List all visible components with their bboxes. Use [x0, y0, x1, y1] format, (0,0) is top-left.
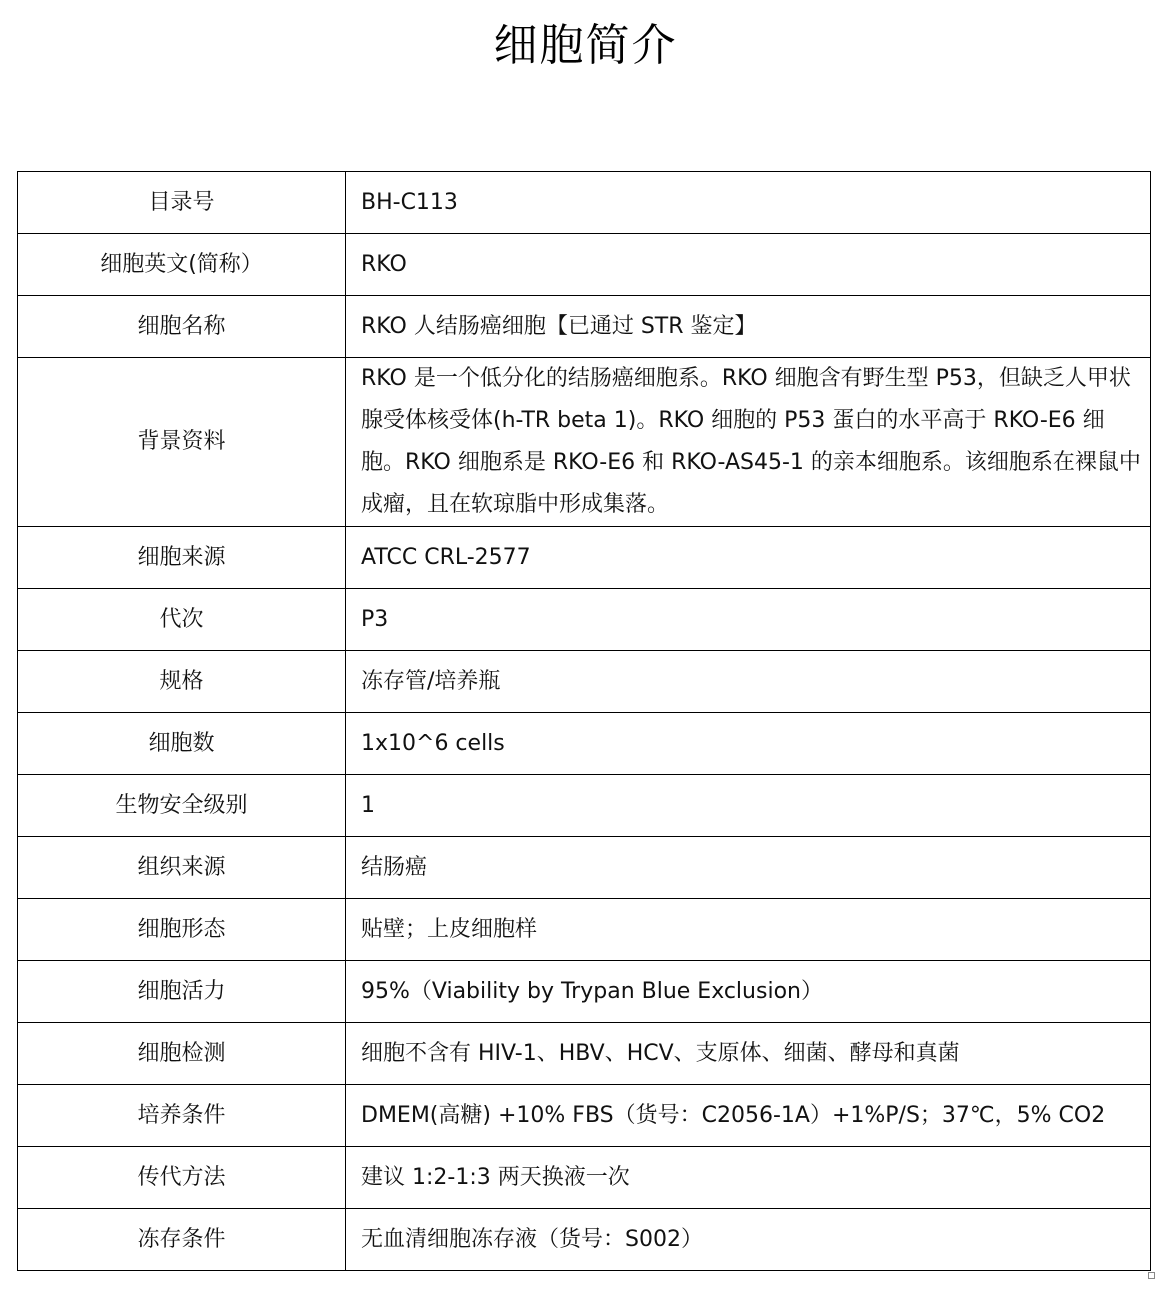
row-viability: [18, 961, 1151, 1023]
value-english-abbreviation: RKO: [346, 234, 1151, 296]
value-background: RKO 是一个低分化的结肠癌细胞系。RKO 细胞含有野生型 P53，但缺乏人甲状腺受体核受体(h-TR beta 1)。RKO 细胞的 P53 蛋白的水平高于 RKO-E6 细胞。RKO 细胞系是 RKO-E6 和 RKO-AS45-1 的亲本细胞系。该细胞系在裸鼠中成瘤，且在软琼脂中形成集落。: [346, 358, 1151, 527]
label-cell-testing: 细胞检测: [18, 1023, 346, 1085]
cell-info-table: [17, 171, 1151, 1271]
label-specification: 规格: [18, 651, 346, 713]
row-morphology: [18, 899, 1151, 961]
value-passage: P3: [346, 589, 1151, 651]
value-biosafety-level: 1: [346, 775, 1151, 837]
label-culture-conditions: 培养条件: [18, 1085, 346, 1147]
label-passage-method: 传代方法: [18, 1147, 346, 1209]
label-biosafety-level: 生物安全级别: [18, 775, 346, 837]
label-morphology: 细胞形态: [18, 899, 346, 961]
label-catalog-number: 目录号: [18, 172, 346, 234]
label-cryopreservation: 冻存条件: [18, 1209, 346, 1271]
value-tissue-source: 结肠癌: [346, 837, 1151, 899]
row-biosafety-level: [18, 775, 1151, 837]
value-passage-method: 建议 1:2-1:3 两天换液一次: [346, 1147, 1151, 1209]
row-catalog-number: [18, 172, 1151, 234]
value-cell-source: ATCC CRL-2577: [346, 527, 1151, 589]
value-catalog-number: BH-C113: [346, 172, 1151, 234]
value-cell-name: RKO 人结肠癌细胞【已通过 STR 鉴定】: [346, 296, 1151, 358]
value-viability: 95%（Viability by Trypan Blue Exclusion）: [346, 961, 1151, 1023]
value-culture-conditions: DMEM(高糖) +10% FBS（货号：C2056-1A）+1%P/S；37℃，5% CO2: [346, 1085, 1151, 1147]
label-passage: 代次: [18, 589, 346, 651]
label-english-abbreviation: 细胞英文(简称）: [18, 234, 346, 296]
value-specification: 冻存管/培养瓶: [346, 651, 1151, 713]
row-cell-source: [18, 527, 1151, 589]
table-end-marker: [1148, 1272, 1155, 1279]
value-morphology: 贴壁；上皮细胞样: [346, 899, 1151, 961]
label-cell-source: 细胞来源: [18, 527, 346, 589]
row-passage: [18, 589, 1151, 651]
label-cell-count: 细胞数: [18, 713, 346, 775]
row-cell-testing: [18, 1023, 1151, 1085]
value-cell-testing: 细胞不含有 HIV-1、HBV、HCV、支原体、细菌、酵母和真菌: [346, 1023, 1151, 1085]
row-culture-conditions: [18, 1085, 1151, 1147]
label-cell-name: 细胞名称: [18, 296, 346, 358]
value-cryopreservation: 无血清细胞冻存液（货号：S002）: [346, 1209, 1151, 1271]
row-cell-count: [18, 713, 1151, 775]
label-tissue-source: 组织来源: [18, 837, 346, 899]
row-cell-name: [18, 296, 1151, 358]
page-title: 细胞简介: [493, 20, 678, 71]
row-specification: [18, 651, 1151, 713]
label-background: 背景资料: [18, 358, 346, 527]
row-english-abbreviation: [18, 234, 1151, 296]
row-tissue-source: [18, 837, 1151, 899]
row-passage-method: [18, 1147, 1151, 1209]
row-cryopreservation: [18, 1209, 1151, 1271]
row-background: [18, 358, 1151, 527]
label-viability: 细胞活力: [18, 961, 346, 1023]
value-cell-count: 1x10^6 cells: [346, 713, 1151, 775]
